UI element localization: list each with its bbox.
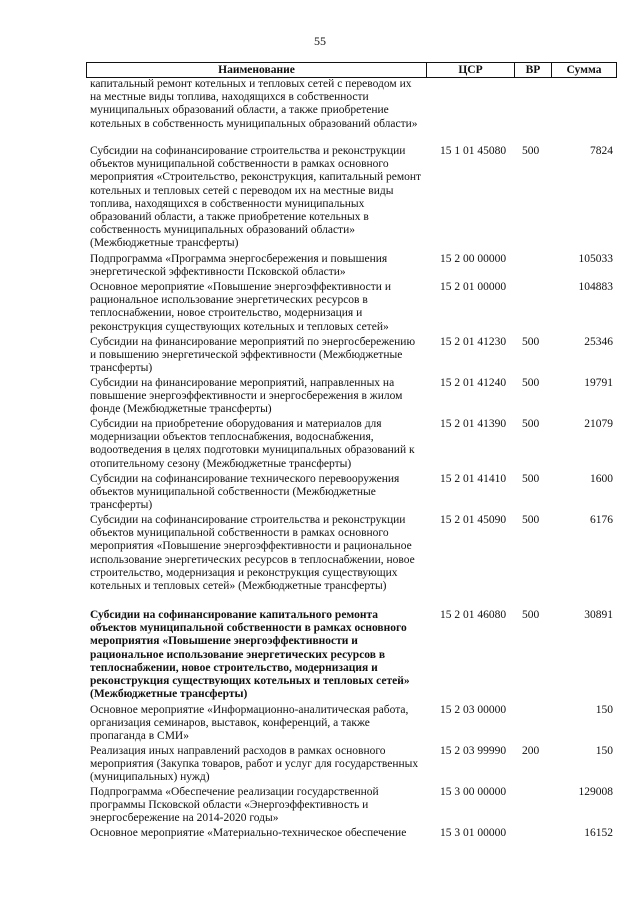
row-sum: 19791 xyxy=(584,377,613,389)
row-csr: 15 2 01 41240 xyxy=(440,377,507,389)
table-row xyxy=(86,377,617,418)
row-sum: 16152 xyxy=(584,827,613,839)
row-sum: 21079 xyxy=(584,418,613,430)
row-sum: 30891 xyxy=(584,609,613,621)
row-vr: 200 xyxy=(522,745,540,757)
row-vr: 500 xyxy=(522,377,540,389)
table-row xyxy=(86,473,617,514)
header-name: Наименование xyxy=(86,63,426,77)
table-row xyxy=(86,514,617,609)
row-vr xyxy=(514,704,551,745)
header-sum: Сумма xyxy=(551,63,617,77)
row-sum: 129008 xyxy=(578,786,613,798)
row-name: Основное мероприятие «Материально-техническое обеспечение xyxy=(90,827,407,839)
row-csr: 15 2 01 00000 xyxy=(440,281,507,293)
row-csr: 15 2 01 45090 xyxy=(440,514,507,526)
table-row xyxy=(86,336,617,377)
table-row xyxy=(86,704,617,745)
row-sum: 150 xyxy=(595,745,613,757)
table-header xyxy=(86,62,617,78)
row-sum xyxy=(551,78,617,145)
row-name: Подпрограмма «Программа энергосбережения и повышения энергетической эффективности Псковской области» xyxy=(90,253,388,279)
row-csr: 15 3 00 00000 xyxy=(440,786,507,798)
row-name: Основное мероприятие «Информационно-аналитическая работа, организация семинаров, выставок, конференций, а также пропаганда в СМИ» xyxy=(90,704,409,743)
row-vr xyxy=(514,827,551,843)
row-vr: 500 xyxy=(522,418,540,430)
row-vr: 500 xyxy=(522,514,540,526)
row-csr: 15 2 01 41410 xyxy=(440,473,507,485)
row-name: Субсидии на финансирование мероприятий, направленных на повышение энергоэффективности и энергосбережения в жилом фонде (Межбюджетные трансферты) xyxy=(90,377,403,416)
row-vr: 500 xyxy=(522,609,540,621)
page-number: 55 xyxy=(314,34,326,48)
row-vr xyxy=(514,786,551,827)
row-name: Субсидии на софинансирование технического перевооружения объектов муниципальной собственности (Межбюджетные трансферты) xyxy=(90,473,400,512)
header-csr: ЦСР xyxy=(426,63,514,77)
row-vr: 500 xyxy=(522,473,540,485)
row-csr: 15 2 01 41230 xyxy=(440,336,507,348)
row-sum: 25346 xyxy=(584,336,613,348)
budget-table xyxy=(86,62,617,843)
table-row xyxy=(86,745,617,786)
row-sum: 104883 xyxy=(578,281,613,293)
row-name: Субсидии на софинансирование капитального ремонта объектов муниципальной собственности в рамках основного мероприятия «Повышение энергоэффективности и рациональное использование энергетических ресурсов в теплоснабжении, новое строительство, модернизация и реконструкция существующих котельных и тепловых сетей» (Межбюджетные трансферты) xyxy=(90,609,410,701)
row-sum: 1600 xyxy=(590,473,613,485)
row-csr: 15 2 01 41390 xyxy=(440,418,507,430)
row-csr: 15 1 01 45080 xyxy=(440,145,507,157)
row-sum: 6176 xyxy=(590,514,613,526)
row-vr xyxy=(514,281,551,336)
row-vr xyxy=(514,253,551,281)
row-name: Субсидии на софинансирование строительства и реконструкции объектов муниципальной собственности в рамках основного мероприятия «Строительство, реконструкция, капитальный ремонт котельных и тепловых сетей с переводом их на местные виды топлива, находящихся в собственности муниципальных образований области, а также приобретение котельных в собственность муниципальных образований области» (Межбюджетные трансферты) xyxy=(90,145,422,250)
table-row xyxy=(86,145,617,253)
table-row xyxy=(86,786,617,827)
row-vr: 500 xyxy=(522,336,540,348)
row-vr xyxy=(514,78,551,145)
table-row xyxy=(86,78,617,145)
row-name: Основное мероприятие «Повышение энергоэффективности и рациональное использование энергетических ресурсов в теплоснабжении, новое строительство, модернизация и реконструкция существующих котельных и тепловых сетей» xyxy=(90,281,391,333)
row-csr: 15 2 00 00000 xyxy=(440,253,507,265)
row-name: Субсидии на софинансирование строительства и реконструкции объектов муниципальной собственности в рамках основного мероприятия «Повышение энергоэффективности и рациональное использование энергетических ресурсов в теплоснабжении, новое строительство, модернизация и реконструкция существующих котельных и тепловых сетей» (Межбюджетные трансферты) xyxy=(90,514,415,593)
row-csr: 15 3 01 00000 xyxy=(440,827,507,839)
row-csr xyxy=(426,78,514,145)
table-row xyxy=(86,281,617,336)
row-name: Субсидии на приобретение оборудования и материалов для модернизации объектов теплоснабжения, водоснабжения, водоотведения в целях подготовки муниципальных образований к отопительному сезону (Межбюджетные трансферты) xyxy=(90,418,415,470)
row-vr: 500 xyxy=(522,145,540,157)
row-csr: 15 2 03 00000 xyxy=(440,704,507,716)
table-row xyxy=(86,609,617,704)
row-name: Субсидии на финансирование мероприятий по энергосбережению и повышению энергетической эффективности (Межбюджетные трансферты) xyxy=(90,336,416,375)
table-row xyxy=(86,418,617,473)
table-row xyxy=(86,253,617,281)
header-vr: ВР xyxy=(514,63,551,77)
row-csr: 15 2 01 46080 xyxy=(440,609,507,621)
row-name: Подпрограмма «Обеспечение реализации государственной программы Псковской области «Энергоэффективность и энергосбережение на 2014-2020 годы» xyxy=(90,786,379,825)
row-csr: 15 2 03 99990 xyxy=(440,745,507,757)
row-sum: 105033 xyxy=(578,253,613,265)
row-name: капитальный ремонт котельных и тепловых сетей с переводом их на местные виды топлива, находящихся в собственности муниципальных образований области, а также приобретение котельных в собственность муниципальных образований области» xyxy=(90,78,418,130)
row-sum: 7824 xyxy=(590,145,613,157)
table-row xyxy=(86,827,617,843)
row-sum: 150 xyxy=(595,704,613,716)
row-name: Реализация иных направлений расходов в рамках основного мероприятия (Закупка товаров, работ и услуг для государственных (муниципальных) нужд) xyxy=(90,745,419,784)
